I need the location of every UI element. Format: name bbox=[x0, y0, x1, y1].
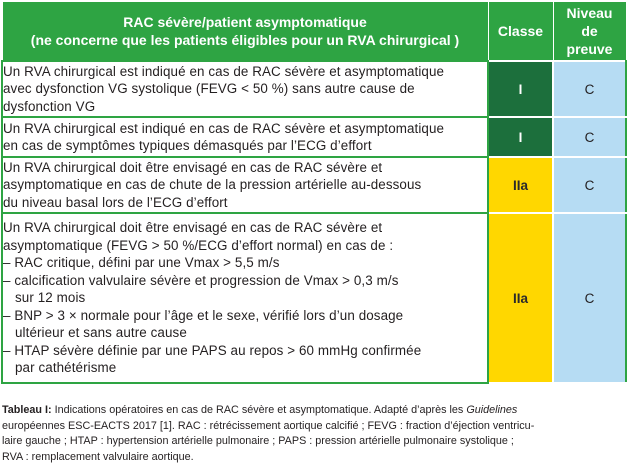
table-header-title bbox=[2, 2, 488, 62]
caption-line: européennes ESC-EACTS 2017 [1]. RAC : rétrécissement aortique calcifié ; FEVG : fraction d’éjection ventricu- bbox=[2, 419, 535, 432]
evidence-level-cell: C bbox=[553, 213, 626, 383]
text-line: en cas de symptômes typiques démasqués par l’ECG d’effort bbox=[3, 138, 372, 153]
table-caption bbox=[2, 403, 624, 465]
bullet-continuation: par cathétérisme bbox=[15, 360, 117, 376]
recommendation-text bbox=[2, 157, 488, 213]
bullet-line: – HTAP sévère définie par une PAPS au repos > 60 mmHg confirmée bbox=[3, 342, 422, 358]
header-niveau-line: de bbox=[581, 23, 598, 39]
recommendation-text bbox=[2, 213, 488, 383]
class-cell: IIa bbox=[488, 157, 553, 213]
text-line: Un RVA chirurgical doit être envisagé en cas de RAC sévère et bbox=[3, 220, 383, 236]
table-row bbox=[2, 61, 626, 117]
caption-line bbox=[2, 403, 624, 419]
header-subtitle-line: (ne concerne que les patients éligibles pour un RVA chirurgical ) bbox=[30, 32, 460, 48]
table-header-niveau bbox=[553, 2, 626, 62]
header-niveau-line: Niveau bbox=[566, 5, 613, 21]
header-niveau-line: preuve bbox=[566, 41, 613, 57]
header-title-line: RAC sévère/patient asymptomatique bbox=[123, 14, 367, 30]
class-cell: I bbox=[488, 61, 553, 117]
recommendation-table bbox=[1, 1, 627, 384]
bullet-line: – calcification valvulaire sévère et progression de Vmax > 0,3 m/s bbox=[3, 272, 399, 288]
bullet-continuation: ultérieur et sans autre cause bbox=[15, 325, 187, 341]
table-row bbox=[2, 117, 626, 157]
text-line: Un RVA chirurgical est indiqué en cas de RAC sévère et asymptomatique bbox=[3, 63, 445, 79]
bullet-line: – RAC critique, défini par une Vmax > 5,5 m/s bbox=[3, 255, 280, 271]
bullet-continuation: sur 12 mois bbox=[15, 290, 86, 306]
evidence-level-cell: C bbox=[553, 117, 626, 157]
text-line: Un RVA chirurgical doit être envisagé en cas de RAC sévère et bbox=[3, 159, 383, 175]
caption-label: Tableau I: bbox=[2, 404, 52, 416]
text-line: avec dysfonction VG systolique (FEVG < 50 %) sans autre cause de bbox=[3, 81, 415, 97]
table-header-classe: Classe bbox=[488, 2, 553, 62]
class-cell: I bbox=[488, 117, 553, 157]
text-line: asymptomatique en cas de chute de la pression artérielle au-dessous bbox=[3, 177, 422, 193]
evidence-level-cell: C bbox=[553, 157, 626, 213]
text-line: Un RVA chirurgical est indiqué en cas de RAC sévère et asymptomatique bbox=[3, 120, 445, 136]
recommendation-text bbox=[2, 117, 488, 157]
caption-text: Indications opératoires en cas de RAC sévère et asymptomatique. Adapté d’après les bbox=[51, 404, 467, 416]
text-line: dysfonction VG bbox=[3, 98, 96, 114]
caption-line: RVA : remplacement valvulaire aortique. bbox=[2, 450, 194, 463]
table-row bbox=[2, 157, 626, 213]
table-row bbox=[2, 213, 626, 383]
text-line: asymptomatique (FEVG > 50 %/ECG d’effort normal) en cas de : bbox=[3, 237, 394, 253]
recommendation-text bbox=[2, 61, 488, 117]
evidence-level-cell: C bbox=[553, 61, 626, 117]
class-cell: IIa bbox=[488, 213, 553, 383]
bullet-line: – BNP > 3 × normale pour l’âge et le sexe, vérifié lors d’un dosage bbox=[3, 307, 404, 323]
text-line: du niveau basal lors de l’ECG d’effort bbox=[3, 194, 228, 210]
caption-line: laire gauche ; HTAP : hypertension artérielle pulmonaire ; PAPS : pression artérielle pulmonaire systolique ; bbox=[2, 435, 514, 447]
caption-guidelines: Guidelines bbox=[466, 404, 518, 416]
